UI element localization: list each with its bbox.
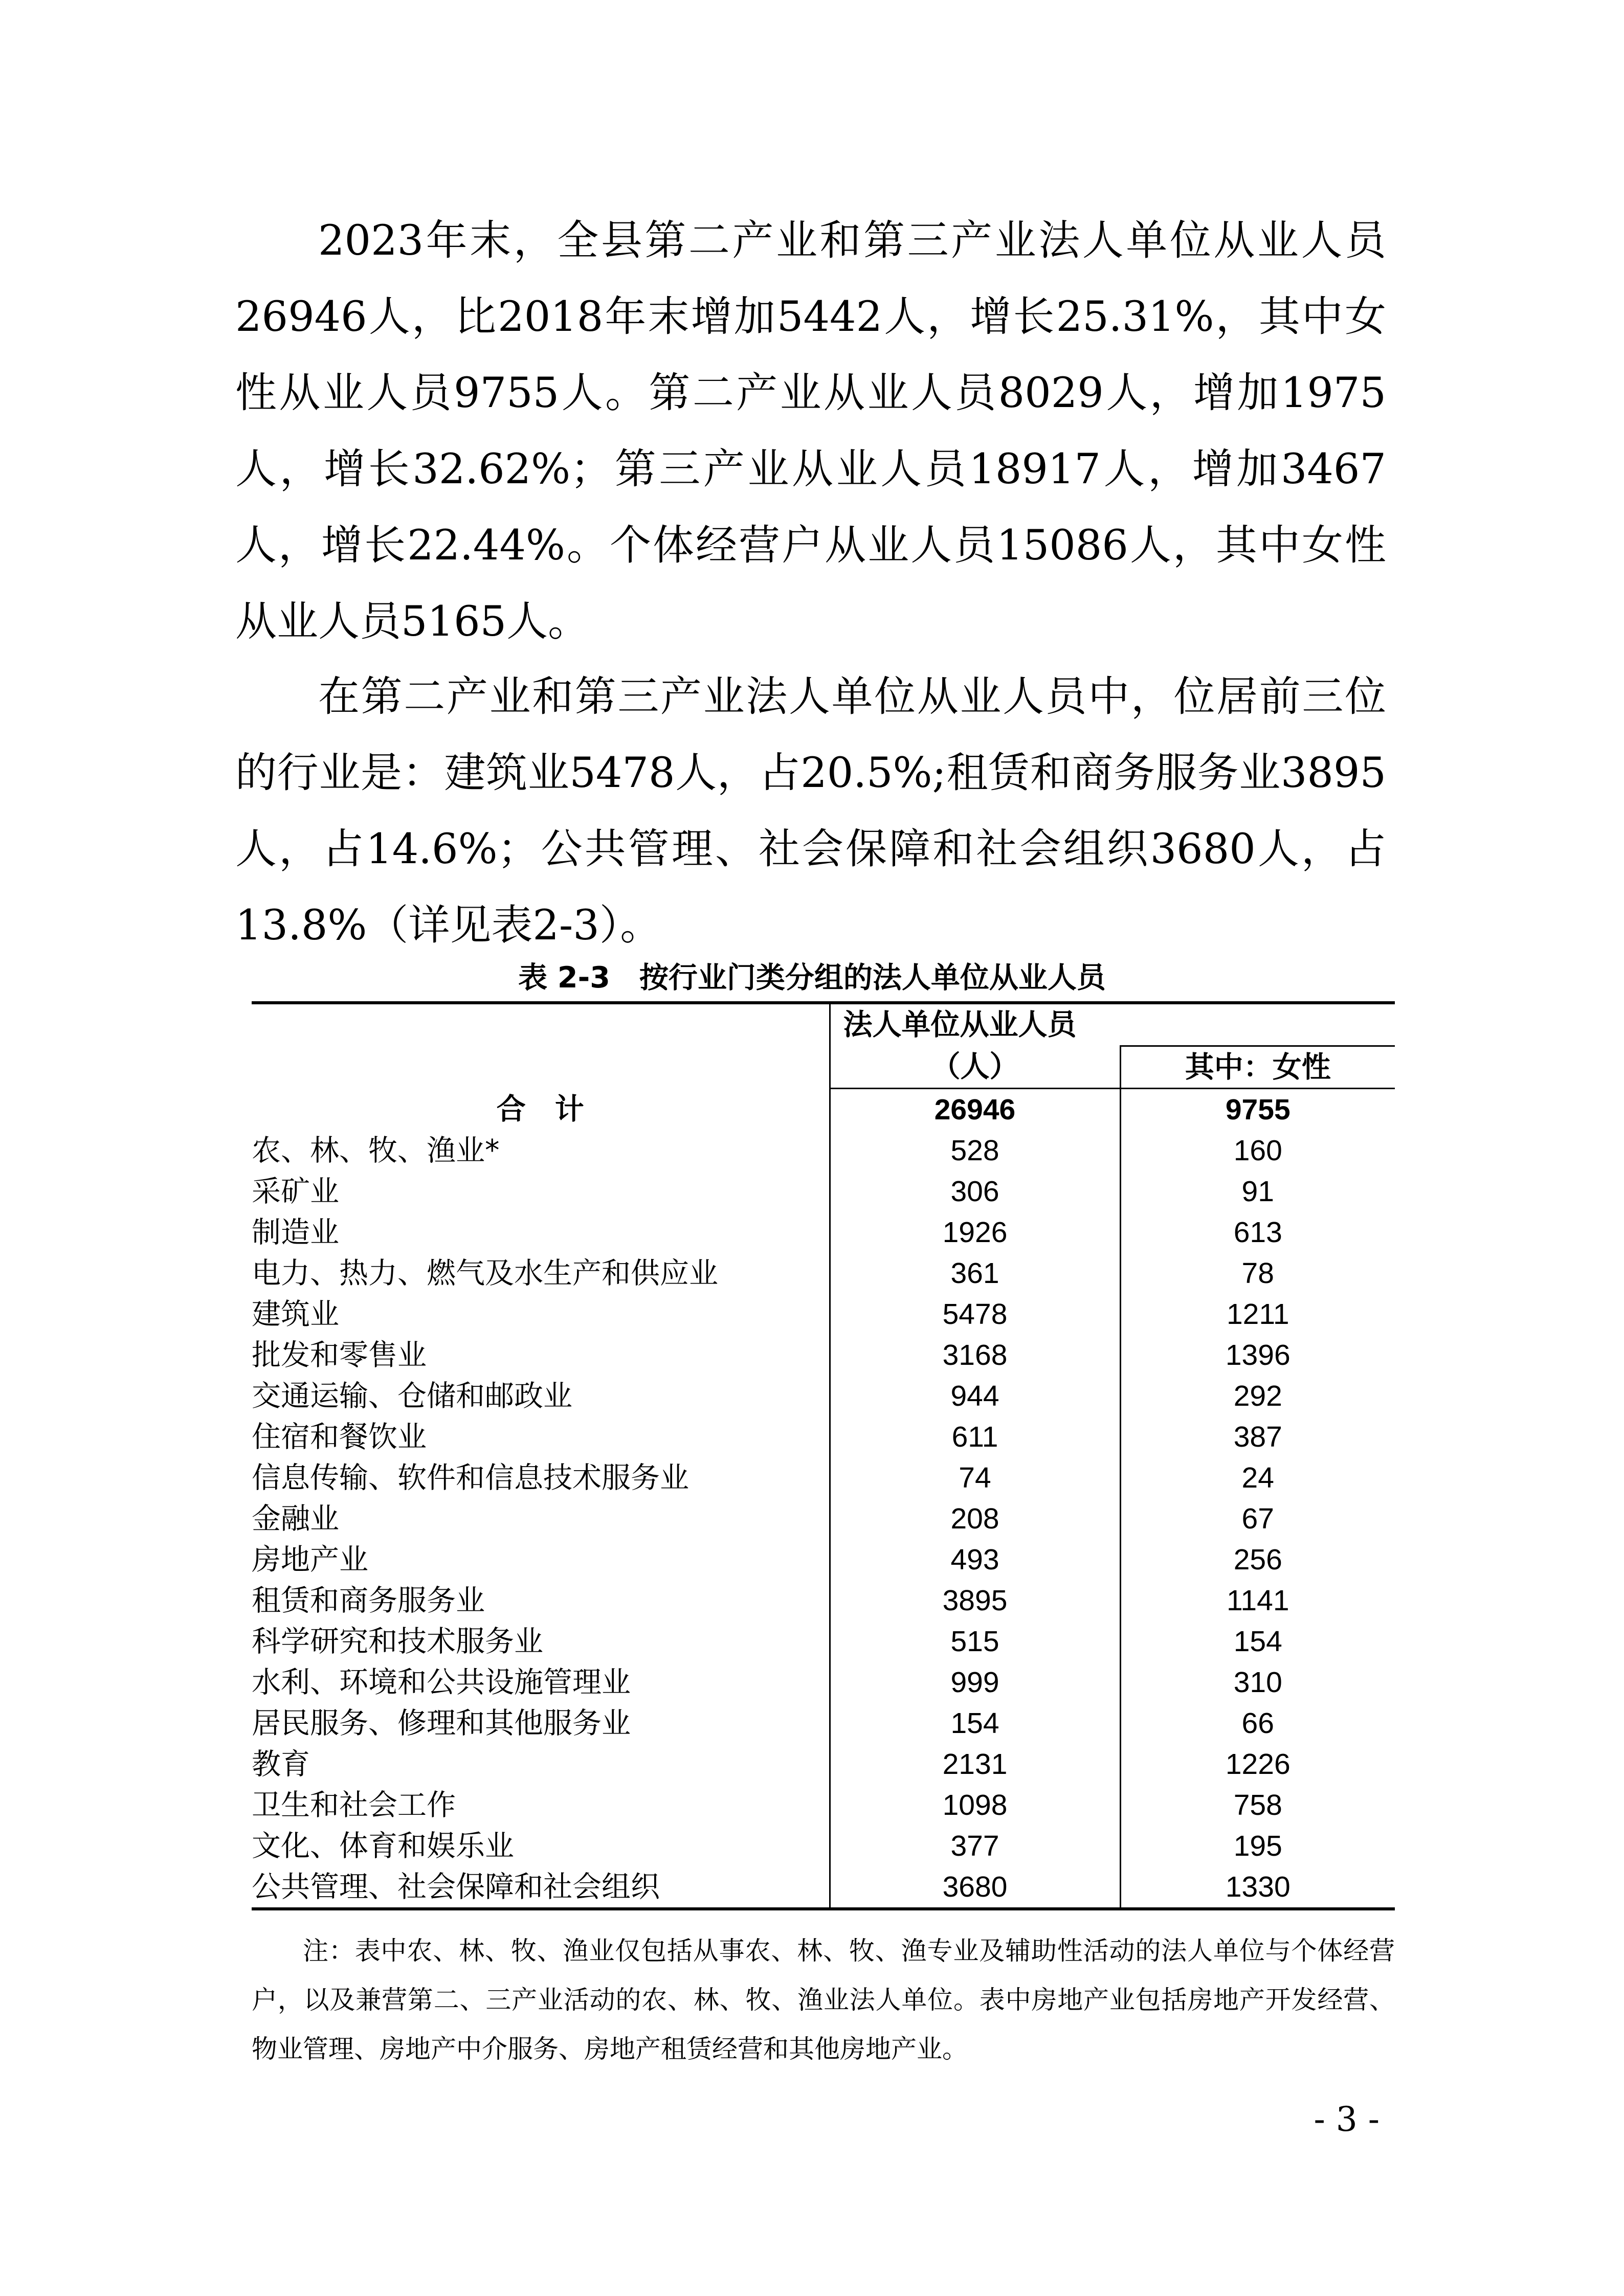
table-row	[252, 1171, 1395, 1212]
employees-cell: 154	[830, 1703, 1120, 1744]
table-row	[252, 1335, 1395, 1376]
female-cell: 91	[1241, 1175, 1274, 1208]
industry-cell: 水利、环境和公共设施管理业	[252, 1662, 830, 1703]
employees-cell: 493	[830, 1539, 1120, 1580]
industry-cell: 制造业	[252, 1212, 830, 1253]
table-row	[252, 1621, 1395, 1662]
table-row	[252, 1457, 1395, 1498]
employees-cell: 361	[830, 1253, 1120, 1294]
employees-cell: 1926	[830, 1212, 1120, 1253]
body-paragraph-1: 2023年末，全县第二产业和第三产业法人单位从业人员26946人，比2018年末增加5442人，增长25.31%，其中女性从业人员9755人。第二产业从业人员8029人，增加1975人，增长32.62%；第三产业从业人员18917人，增加3467人，增长22.44%。个体经营户从业人员15086人，其中女性从业人员5165人。	[235, 217, 1386, 646]
female-cell: 66	[1241, 1707, 1274, 1740]
employees-cell: 306	[830, 1171, 1120, 1212]
industry-header	[252, 1003, 830, 1089]
page-number: - 3 -	[1314, 2100, 1380, 2139]
employees-cell: 3168	[830, 1335, 1120, 1376]
table-row	[252, 1130, 1395, 1171]
total-female: 9755	[1225, 1093, 1291, 1126]
female-cell: 1141	[1226, 1584, 1289, 1617]
female-cell: 387	[1233, 1421, 1282, 1453]
table-row	[252, 1376, 1395, 1416]
female-cell: 310	[1233, 1666, 1282, 1699]
employees-cell: 944	[830, 1376, 1120, 1416]
industry-cell: 住宿和餐饮业	[252, 1416, 830, 1457]
table-row	[252, 1703, 1395, 1744]
employees-cell: 2131	[830, 1744, 1120, 1785]
table-row	[252, 1253, 1395, 1294]
table-row	[252, 1826, 1395, 1866]
employees-cell: 208	[830, 1498, 1120, 1539]
total-employees: 26946	[830, 1089, 1120, 1131]
employees-cell: 1098	[830, 1785, 1120, 1826]
female-cell: 256	[1233, 1543, 1282, 1576]
employees-cell: 3680	[830, 1866, 1120, 1909]
employees-cell: 74	[830, 1457, 1120, 1498]
table-row	[252, 1580, 1395, 1621]
industry-cell: 卫生和社会工作	[252, 1785, 830, 1826]
female-cell: 1226	[1225, 1748, 1291, 1781]
employees-by-industry-table	[252, 1001, 1395, 1910]
table-row	[252, 1744, 1395, 1785]
female-cell: 154	[1233, 1625, 1282, 1658]
female-cell: 292	[1233, 1380, 1282, 1412]
table-row	[252, 1212, 1395, 1253]
female-cell: 78	[1241, 1257, 1274, 1290]
industry-cell: 文化、体育和娱乐业	[252, 1826, 830, 1866]
industry-cell: 金融业	[252, 1498, 830, 1539]
female-cell: 1330	[1120, 1866, 1395, 1909]
table-row	[252, 1294, 1395, 1335]
employees-cell: 528	[830, 1130, 1120, 1171]
table-row	[252, 1416, 1395, 1457]
employees-cell: 611	[830, 1416, 1120, 1457]
table-row	[252, 1785, 1395, 1826]
female-cell: 195	[1233, 1830, 1282, 1862]
industry-cell: 采矿业	[252, 1171, 830, 1212]
industry-cell: 公共管理、社会保障和社会组织	[252, 1866, 830, 1909]
total-row	[252, 1089, 1395, 1131]
employees-cell: 515	[830, 1621, 1120, 1662]
industry-cell: 交通运输、仓储和邮政业	[252, 1376, 830, 1416]
industry-cell: 租赁和商务服务业	[252, 1580, 830, 1621]
female-cell: 1211	[1226, 1298, 1289, 1331]
female-cell: 613	[1233, 1216, 1282, 1249]
female-cell: 1396	[1225, 1339, 1291, 1371]
employees-cell: 377	[830, 1826, 1120, 1866]
industry-cell: 信息传输、软件和信息技术服务业	[252, 1457, 830, 1498]
table-caption: 表 2-3 按行业门类分组的法人单位从业人员	[518, 961, 1106, 995]
female-cell: 67	[1241, 1502, 1274, 1535]
industry-cell: 科学研究和技术服务业	[252, 1621, 830, 1662]
industry-cell: 房地产业	[252, 1539, 830, 1580]
female-cell: 24	[1241, 1461, 1274, 1494]
table-row	[252, 1539, 1395, 1580]
industry-cell: 居民服务、修理和其他服务业	[252, 1703, 830, 1744]
employees-group-header: 法人单位从业人员	[830, 1003, 1395, 1046]
employees-cell: 3895	[830, 1580, 1120, 1621]
female-cell: 160	[1233, 1134, 1282, 1167]
industry-cell: 农、林、牧、渔业*	[252, 1130, 830, 1171]
table-row	[252, 1866, 1395, 1909]
total-label: 合 计	[252, 1089, 830, 1131]
body-paragraph-2: 在第二产业和第三产业法人单位从业人员中，位居前三位的行业是：建筑业5478人，占20.5%;租赁和商务服务业3895人，占14.6%；公共管理、社会保障和社会组织3680人，占13.8%（详见表2-3）。	[235, 673, 1386, 950]
unit-header: （人）	[830, 1046, 1120, 1089]
table-note: 注：表中农、林、牧、渔业仅包括从事农、林、牧、渔专业及辅助性活动的法人单位与个体经营户，以及兼营第二、三产业活动的农、林、牧、渔业法人单位。表中房地产业包括房地产开发经营、物业管理、房地产中介服务、房地产租赁经营和其他房地产业。	[252, 1936, 1395, 2064]
employees-cell: 5478	[830, 1294, 1120, 1335]
industry-cell: 电力、热力、燃气及水生产和供应业	[252, 1253, 830, 1294]
employees-cell: 999	[830, 1662, 1120, 1703]
industry-cell: 批发和零售业	[252, 1335, 830, 1376]
female-cell: 758	[1233, 1789, 1282, 1821]
industry-cell: 教育	[252, 1744, 830, 1785]
table-row	[252, 1498, 1395, 1539]
female-header: 其中：女性	[1120, 1046, 1395, 1089]
table-row	[252, 1662, 1395, 1703]
industry-cell: 建筑业	[252, 1294, 830, 1335]
